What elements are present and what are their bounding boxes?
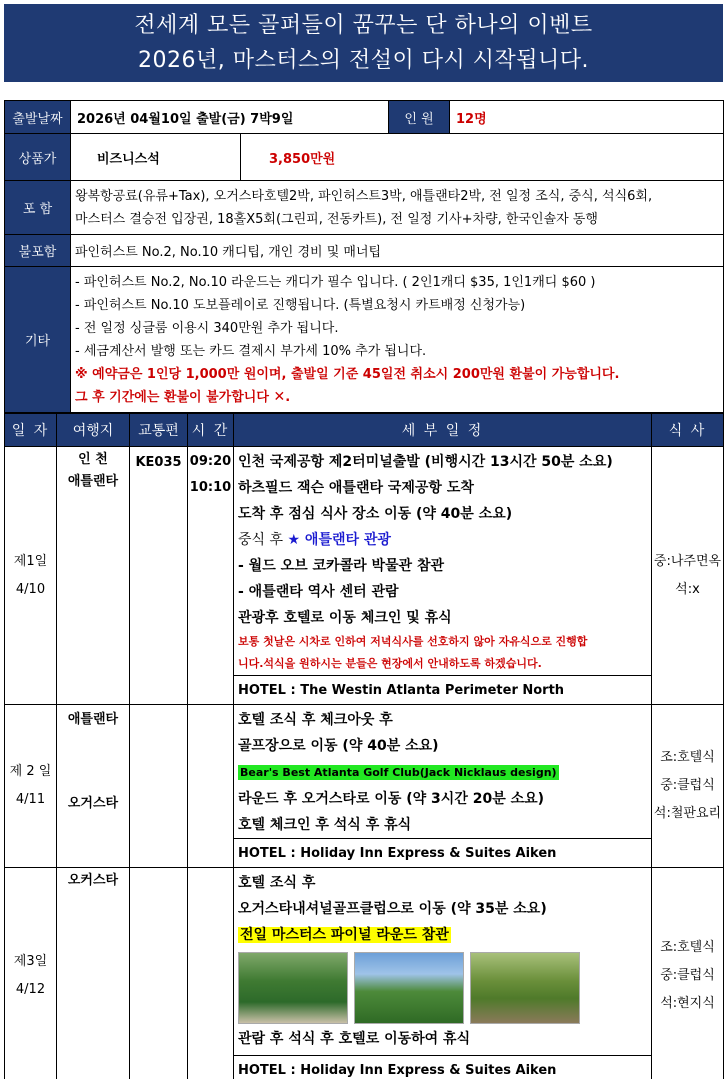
header-detail: 세 부 일 정 (234, 414, 652, 447)
day1-line-1: 인천 국제공항 제2터미널출발 (비행시간 13시간 50분 소요) (238, 454, 613, 470)
day1-cell (5, 447, 57, 705)
misc-label: 기타 (5, 267, 71, 413)
day1-note-2: 니다.석식을 원하시는 분들은 현장에서 안내하도록 하겠습니다. (238, 657, 542, 670)
day3-meal-1: 조:호텔식 (660, 940, 715, 955)
day1-time (188, 447, 234, 705)
schedule-table (4, 413, 724, 1079)
header-transport: 교통편 (130, 414, 188, 447)
exclude-value: 파인허스트 No.2, No.10 캐디팁, 개인 경비 및 매너팁 (71, 235, 724, 267)
day2-place (57, 705, 130, 868)
day1-line-4: - 월드 오브 코카콜라 박물관 참관 (238, 558, 444, 574)
exclude-label: 불포함 (5, 235, 71, 267)
misc-warning-2 (75, 386, 719, 409)
day2-cell (5, 705, 57, 868)
day2-time (188, 705, 234, 868)
day1-date: 4/10 (15, 581, 46, 597)
day2-line-4: 호텔 체크인 후 석식 후 휴식 (238, 817, 412, 833)
day1-note-1: 보통 첫날은 시차로 인하여 저녁식사를 선호하지 않아 자유식으로 진행합 (238, 635, 588, 648)
misc-line-2: - 파인허스트 No.10 도보플레이로 진행됩니다. (특별요청시 카트배정 신청가능) (75, 297, 526, 313)
day1-place-1: 인 천 (78, 452, 108, 467)
day2-meal-1: 조:호텔식 (660, 750, 715, 765)
day3-place (57, 868, 130, 1079)
star-icon: ★ (287, 532, 301, 548)
header-banner (4, 4, 723, 82)
day1-line-6: 관광후 호텔로 이동 체크인 및 휴식 (238, 610, 452, 626)
product-label: 상품가 (5, 134, 71, 181)
day3-highlight-line (238, 922, 647, 948)
departure-label: 출발날짜 (5, 101, 71, 134)
misc-line-4: - 세금계산서 발행 또는 카드 결제시 부가세 10% 추가 됩니다. (75, 343, 427, 359)
day3-meal (652, 868, 724, 1079)
people-value: 12명 (450, 101, 724, 134)
header-day: 일 자 (5, 414, 57, 447)
day3-label: 제3일 (13, 954, 48, 969)
day3-detail (234, 868, 652, 1056)
bridge-photo (470, 952, 580, 1024)
day3-cell (5, 868, 57, 1079)
day2-place-2: 오거스타 (67, 796, 119, 811)
include-value (71, 181, 724, 235)
day1-tour (238, 527, 647, 553)
x-mark-icon: ✕ (273, 388, 286, 405)
banner-subtitle: 2026년, 마스터스의 전설이 다시 시작됩니다. (138, 48, 589, 73)
day1-line-2: 하츠필드 잭슨 애틀랜타 국제공항 도착 (238, 480, 474, 496)
day1-meal (652, 447, 724, 705)
misc-line-1: - 파인허스트 No.2, No.10 라운드는 캐디가 필수 입니다. ( 2인1캐디 $35, 1인1캐디 $60 ) (75, 274, 596, 290)
day1-meal-1: 중:나주면옥 (653, 553, 722, 569)
product-class: 비즈니스석 (71, 134, 241, 181)
day3-line-1: 호텔 조식 후 (238, 875, 316, 891)
day1-time-1: 09:20 (189, 454, 232, 469)
day2-hotel: HOTEL : Holiday Inn Express & Suites Aiken (234, 839, 652, 868)
day3-line-2: 오거스타내셔널골프클럽으로 이동 (약 35분 소요) (238, 901, 547, 917)
day1-line-5: - 애틀랜타 역사 센터 관람 (238, 584, 399, 600)
day1-flight: KE035 (130, 447, 188, 705)
day1-detail (234, 447, 652, 676)
day2-meal-3: 석:철판요리 (653, 806, 722, 821)
day3-place-1: 오커스타 (67, 873, 119, 888)
day3-transport (130, 868, 188, 1079)
day3-photo-strip (238, 948, 647, 1026)
departure-value: 2026년 04월10일 출발(금) 7박9일 (71, 101, 389, 134)
misc-warning-2-text: 그 후 기간에는 환불이 불가합니다 (75, 389, 269, 405)
include-line-1: 왕복항공료(유류+Tax), 오거스타호텔2박, 파인허스트3박, 애틀랜타2박, 전 일정 조식, 중식, 석식6회, (75, 188, 653, 204)
day3-meal-3: 석:현지식 (660, 996, 715, 1011)
day2-date: 4/11 (15, 792, 46, 807)
day2-meal-2: 중:클럽식 (660, 778, 715, 793)
day2-golf-line (238, 759, 647, 786)
day3-after: 관람 후 석식 후 호텔로 이동하여 휴식 (238, 1031, 471, 1047)
day2-line-3: 라운드 후 오거스타로 이동 (약 3시간 20분 소요) (238, 791, 545, 807)
include-line-2: 마스터스 결승전 입장권, 18홀X5회(그린피, 전동카트), 전 일정 기사+차량, 한국인솔자 동행 (75, 211, 598, 227)
clubhouse-photo (354, 952, 464, 1024)
day1-time-2: 10:10 (189, 480, 232, 495)
day2-line-2: 골프장으로 이동 (약 40분 소요) (238, 738, 439, 754)
day2-golf-club: Bear's Best Atlanta Golf Club(Jack Nicklaus design) (240, 766, 557, 779)
day2-label: 제 2 일 (9, 764, 52, 779)
misc-notes (71, 267, 724, 413)
banner-title: 전세계 모든 골퍼들이 꿈꾸는 단 하나의 이벤트 (134, 13, 593, 38)
header-meal: 식 사 (652, 414, 724, 447)
day2-transport (130, 705, 188, 868)
day3-hotel: HOTEL : Holiday Inn Express & Suites Aiken (234, 1056, 652, 1079)
misc-warning-2-end: . (285, 389, 291, 405)
header-time: 시 간 (188, 414, 234, 447)
day1-tour-prefix: 중식 후 (238, 532, 288, 548)
day1-line-3: 도착 후 점심 식사 장소 이동 (약 40분 소요) (238, 506, 513, 522)
misc-warning-1: ※ 예약금은 1인당 1,000만 원이며, 출발일 기준 45일전 취소시 200만원 환불이 가능합니다. (75, 366, 620, 382)
day3-highlight: 전일 마스터스 파이널 라운드 참관 (240, 927, 449, 943)
day3-time (188, 868, 234, 1079)
masters-gallery-photo (238, 952, 348, 1024)
day3-date: 4/12 (15, 982, 46, 997)
day1-label: 제1일 (13, 553, 48, 569)
misc-line-3: - 전 일정 싱글룸 이용시 340만원 추가 됩니다. (75, 320, 339, 336)
header-place: 여행지 (57, 414, 130, 447)
day1-place-2: 애틀랜타 (67, 474, 119, 489)
day2-detail (234, 705, 652, 839)
day1-meal-2: 석:x (675, 581, 700, 597)
people-label: 인 원 (389, 101, 450, 134)
day1-place (57, 447, 130, 705)
day2-line-1: 호텔 조식 후 체크아웃 후 (238, 712, 393, 728)
product-price: 3,850만원 (241, 134, 724, 181)
day3-meal-2: 중:클럽식 (660, 968, 715, 983)
day1-tour-name: 애틀랜타 관광 (300, 532, 391, 548)
day1-hotel: HOTEL : The Westin Atlanta Perimeter North (234, 676, 652, 705)
include-label: 포 함 (5, 181, 71, 235)
info-table (4, 100, 724, 413)
day2-meal (652, 705, 724, 868)
day2-place-1: 애틀랜타 (67, 712, 119, 727)
